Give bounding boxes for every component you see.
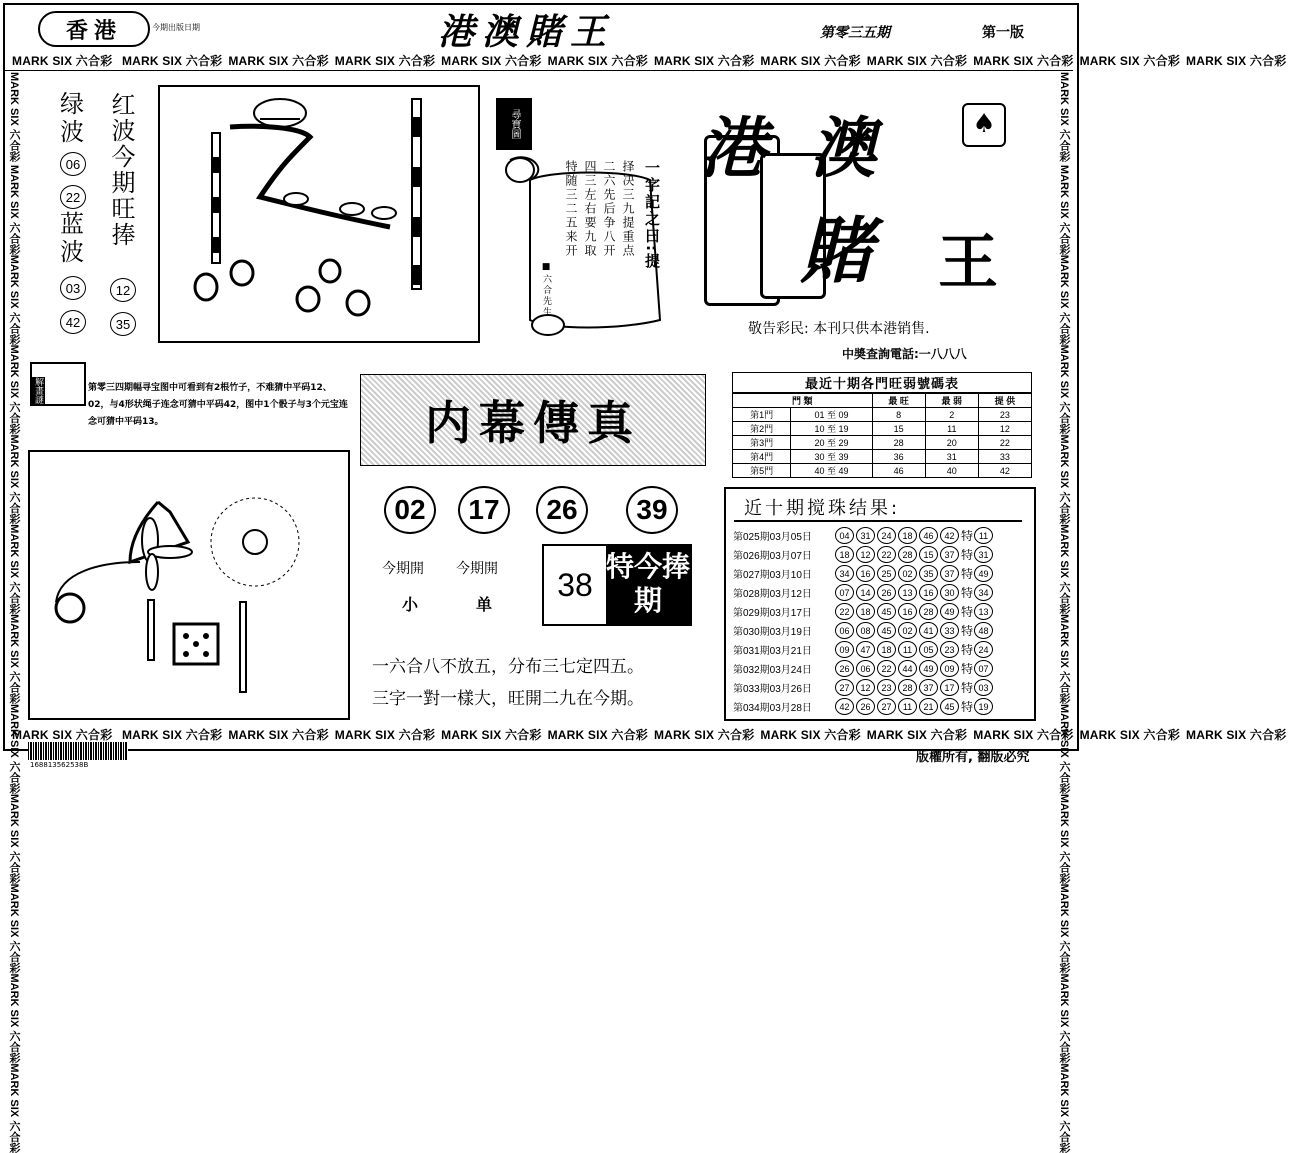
special-label: 特 (961, 662, 974, 676)
result-period: 第034期03月28日 (733, 703, 812, 714)
result-ball: 18 (856, 603, 875, 620)
special-label: 特 (961, 643, 974, 657)
result-ball: 37 (940, 546, 959, 563)
band-segment: MARK SIX 六合彩 (8, 344, 20, 435)
result-ball: 30 (940, 584, 959, 601)
result-ball: 27 (835, 679, 854, 696)
result-period: 第030期03月19日 (733, 627, 812, 638)
stats-table-block (732, 372, 1032, 478)
logo-block (700, 95, 1040, 310)
result-ball: 47 (856, 641, 875, 658)
edition-label: 第一版 (982, 25, 1024, 41)
barcode (28, 742, 128, 760)
band-segment: MARK SIX 六合彩 (547, 728, 648, 742)
band-segment: MARK SIX 六合彩 (8, 164, 20, 255)
lucky-number: 39 (626, 486, 678, 534)
door: 第4門 (733, 450, 791, 464)
result-ball: 23 (940, 641, 959, 658)
door: 第1門 (733, 408, 791, 422)
scroll-col: 二六先后争八开 (602, 160, 616, 258)
result-ball: 26 (856, 698, 875, 715)
lucky-number: 26 (536, 486, 588, 534)
inside-title: 内幕傳真 (425, 396, 641, 450)
result-ball: 35 (919, 565, 938, 582)
band-segment: MARK SIX 六合彩 (8, 254, 20, 345)
barcode-number: 168813562538B (30, 761, 89, 769)
special-label: 特 (961, 567, 974, 581)
issue-number: 第零三五期 (820, 25, 890, 41)
results-title: 近十期搅珠结果: (744, 498, 901, 519)
band-segment: MARK SIX 六合彩 (547, 54, 648, 68)
band-segment: MARK SIX 六合彩 (1058, 344, 1070, 435)
card-icon: ♠ (962, 103, 1006, 147)
band-segment: MARK SIX 六合彩 (1058, 254, 1070, 345)
special-ball: 24 (974, 641, 993, 658)
result-row (733, 659, 995, 678)
result-period: 第031期03月21日 (733, 646, 812, 657)
band-segment: MARK SIX 六合彩 (228, 728, 329, 742)
result-ball: 49 (919, 660, 938, 677)
result-period: 第027期03月10日 (733, 570, 812, 581)
door: 第5門 (733, 464, 791, 478)
stats-header: 門 類 (733, 394, 873, 408)
result-ball: 24 (877, 527, 896, 544)
result-ball: 16 (856, 565, 875, 582)
scroll-col: 择决三九提重点 (621, 160, 635, 258)
hot: 36 (872, 450, 925, 464)
result-ball: 07 (835, 584, 854, 601)
lucky-number: 17 (458, 486, 510, 534)
left-band (8, 72, 22, 1153)
stats-header: 最 弱 (925, 394, 978, 408)
band-segment: MARK SIX 六合彩 (8, 524, 20, 615)
band-segment: MARK SIX 六合彩 (8, 793, 20, 884)
offer: 23 (978, 408, 1031, 422)
inside-title-box (360, 374, 706, 466)
result-period: 第033期03月26日 (733, 684, 812, 695)
result-ball: 28 (898, 546, 917, 563)
band-segment: MARK SIX 六合彩 (8, 72, 20, 162)
band-segment: MARK SIX 六合彩 (653, 54, 755, 68)
special-label: 特 (961, 681, 974, 695)
green-wave-label (60, 90, 84, 146)
hot: 46 (872, 464, 925, 478)
special-ball: 07 (974, 660, 993, 677)
band-segment: MARK SIX 六合彩 (866, 728, 968, 742)
band-segment: MARK SIX 六合彩 (8, 1063, 20, 1153)
special-label: 特 (961, 624, 974, 638)
result-ball: 12 (856, 679, 875, 696)
band-segment: MARK SIX 六合彩 (1186, 728, 1287, 742)
special-label: 特 (961, 548, 974, 562)
result-ball: 28 (919, 603, 938, 620)
result-ball: 42 (940, 527, 959, 544)
result-ball: 45 (877, 622, 896, 639)
col1-line1: 绿 (60, 90, 84, 118)
result-ball: 16 (919, 584, 938, 601)
special-ball: 19 (974, 698, 993, 715)
result-ball: 22 (835, 603, 854, 620)
result-ball: 37 (940, 565, 959, 582)
result-row (733, 621, 995, 640)
band-segment: MARK SIX 六合彩 (1058, 164, 1070, 255)
door: 第2門 (733, 422, 791, 436)
scroll-label (496, 98, 532, 150)
special-ball: 13 (974, 603, 993, 620)
result-ball: 49 (940, 603, 959, 620)
header-small-note: 今期出版日期 (152, 23, 200, 32)
scroll-label-text: 尋寶圖 (509, 109, 520, 139)
band-segment: MARK SIX 六合彩 (121, 728, 223, 742)
cold: 40 (925, 464, 978, 478)
result-row (733, 640, 995, 659)
treasure-picture-2 (28, 450, 350, 720)
band-segment: MARK SIX 六合彩 (441, 54, 542, 68)
result-period: 第029期03月17日 (733, 608, 812, 619)
result-ball: 12 (856, 546, 875, 563)
result-row (733, 583, 995, 602)
special-ball: 11 (974, 527, 993, 544)
clue-tag (30, 362, 86, 406)
result-ball: 45 (877, 603, 896, 620)
stats-header: 最 旺 (872, 394, 925, 408)
result-row (733, 545, 995, 564)
band-segment: MARK SIX 六合彩 (1079, 728, 1181, 742)
result-row (733, 678, 995, 697)
range: 01 至 09 (791, 408, 872, 422)
ball-22: 22 (60, 185, 86, 209)
col1-line4: 波 (60, 238, 84, 266)
masthead-title: 港澳賭王 (438, 11, 615, 53)
top-band-rule (5, 70, 1073, 71)
lucky-number: 02 (384, 486, 436, 534)
ball-06: 06 (60, 152, 86, 176)
band-segment: MARK SIX 六合彩 (12, 54, 113, 68)
logo-char: 賭 (800, 208, 873, 293)
offer: 42 (978, 464, 1031, 478)
stats-row (733, 464, 1032, 478)
result-row (733, 602, 995, 621)
band-segment: MARK SIX 六合彩 (1186, 54, 1287, 68)
band-segment: MARK SIX 六合彩 (1058, 793, 1070, 884)
band-segment: MARK SIX 六合彩 (1058, 703, 1070, 794)
result-period: 第025期03月05日 (733, 532, 812, 543)
band-segment: MARK SIX 六合彩 (760, 728, 861, 742)
clue-text: 第零三四期幅寻宝图中可看到有2根竹子，不难猜中平码12、02，与4形状绳子连念可猜中平码42，图中1个骰子与3个元宝连念可猜中平码13。 (88, 383, 348, 427)
bottom-band (12, 726, 1287, 742)
poem-line-2: 三字一對一樣大，旺開二九在今期。 (372, 689, 644, 709)
band-segment: MARK SIX 六合彩 (1058, 434, 1070, 525)
result-ball: 05 (919, 641, 938, 658)
result-period: 第032期03月24日 (733, 665, 812, 676)
result-ball: 09 (835, 641, 854, 658)
stats-row (733, 408, 1032, 422)
special-label: 特 (961, 586, 974, 600)
stats-title: 最近十期各門旺弱號碼表 (732, 372, 1032, 393)
col1-line3: 蓝 (60, 210, 84, 238)
top-band (12, 52, 1287, 68)
result-ball: 18 (877, 641, 896, 658)
band-segment: MARK SIX 六合彩 (1058, 614, 1070, 704)
band-segment: MARK SIX 六合彩 (1058, 973, 1070, 1064)
band-segment: MARK SIX 六合彩 (1058, 524, 1070, 615)
result-ball: 21 (919, 698, 938, 715)
ball-03: 03 (60, 276, 86, 300)
cold: 2 (925, 408, 978, 422)
notice-text: 敬告彩民: 本刊只供本港销售. (748, 321, 930, 337)
scroll-verses (562, 160, 640, 300)
ball-12: 12 (110, 278, 136, 302)
range: 30 至 39 (791, 450, 872, 464)
result-ball: 23 (877, 679, 896, 696)
blue-wave-label (60, 210, 84, 266)
result-ball: 18 (898, 527, 917, 544)
hot: 28 (872, 436, 925, 450)
band-segment: MARK SIX 六合彩 (1058, 1063, 1070, 1153)
logo-char: 王 (938, 228, 998, 298)
right-band (1058, 72, 1072, 1153)
band-segment: MARK SIX 六合彩 (8, 973, 20, 1064)
special-ball: 34 (974, 584, 993, 601)
result-ball: 11 (898, 698, 917, 715)
stats-header: 提 供 (978, 394, 1031, 408)
special-ball: 03 (974, 679, 993, 696)
result-period: 第026期03月07日 (733, 551, 812, 562)
open-label-2: 今期開 (456, 561, 498, 577)
result-ball: 33 (940, 622, 959, 639)
result-ball: 37 (919, 679, 938, 696)
ball-35: 35 (110, 312, 136, 336)
band-segment: MARK SIX 六合彩 (12, 728, 113, 742)
band-segment: MARK SIX 六合彩 (228, 54, 329, 68)
band-segment: MARK SIX 六合彩 (653, 728, 755, 742)
result-ball: 06 (835, 622, 854, 639)
result-ball: 22 (877, 546, 896, 563)
copyright-text: 版權所有, 翻版必究 (916, 750, 1030, 765)
scroll-author: ■六合先生 (541, 262, 551, 318)
range: 10 至 19 (791, 422, 872, 436)
special-label: 特 (961, 529, 974, 543)
result-row (733, 564, 995, 583)
phone-text: 中奬查詢電話:一八八八 (842, 347, 967, 361)
open-label-1: 今期開 (382, 561, 424, 577)
result-ball: 45 (940, 698, 959, 715)
poem-line-1: 一六合八不放五，分布三七定四五。 (372, 657, 644, 677)
result-ball: 02 (898, 565, 917, 582)
result-row (733, 526, 995, 545)
offer: 12 (978, 422, 1031, 436)
cold: 31 (925, 450, 978, 464)
left-panel (56, 90, 146, 340)
band-segment: MARK SIX 六合彩 (441, 728, 542, 742)
result-ball: 25 (877, 565, 896, 582)
result-ball: 22 (877, 660, 896, 677)
hot: 15 (872, 422, 925, 436)
result-ball: 06 (856, 660, 875, 677)
scroll-heading: 一字記之曰:提 (643, 160, 661, 270)
result-ball: 14 (856, 584, 875, 601)
special-ball: 31 (974, 546, 993, 563)
special-label: 特 (961, 605, 974, 619)
cold: 11 (925, 422, 978, 436)
logo-char: 澳 (810, 109, 876, 187)
special-label: 特今捧期 (606, 546, 690, 624)
range: 20 至 29 (791, 436, 872, 450)
result-ball: 04 (835, 527, 854, 544)
treasure-drawing-1 (160, 87, 478, 341)
special-label: 特 (961, 700, 974, 714)
special-ball: 48 (974, 622, 993, 639)
offer: 22 (978, 436, 1031, 450)
band-segment: MARK SIX 六合彩 (334, 54, 436, 68)
scroll-col: 四三左右要九取 (583, 160, 597, 258)
result-ball: 08 (856, 622, 875, 639)
treasure-drawing-2 (30, 452, 348, 718)
col1-line2: 波 (60, 118, 84, 146)
hot: 8 (872, 408, 925, 422)
results-title-rule (734, 520, 1022, 522)
stats-row (733, 450, 1032, 464)
open-value-1: 小 (402, 595, 419, 614)
result-ball: 44 (898, 660, 917, 677)
cold: 20 (925, 436, 978, 450)
result-period: 第028期03月12日 (733, 589, 812, 600)
band-segment: MARK SIX 六合彩 (1058, 883, 1070, 974)
result-ball: 15 (919, 546, 938, 563)
special-ball: 49 (974, 565, 993, 582)
result-ball: 16 (898, 603, 917, 620)
clue-tag-text: 解畫謎 (33, 377, 43, 404)
result-ball: 31 (856, 527, 875, 544)
result-ball: 13 (898, 584, 917, 601)
result-ball: 46 (919, 527, 938, 544)
result-ball: 26 (877, 584, 896, 601)
result-ball: 17 (940, 679, 959, 696)
result-ball: 34 (835, 565, 854, 582)
result-ball: 26 (835, 660, 854, 677)
stats-table (732, 393, 1032, 478)
result-ball: 11 (898, 641, 917, 658)
header-badge: 香港 (38, 11, 150, 47)
band-segment: MARK SIX 六合彩 (1058, 72, 1070, 162)
range: 40 至 49 (791, 464, 872, 478)
band-segment: MARK SIX 六合彩 (8, 614, 20, 704)
band-segment: MARK SIX 六合彩 (334, 728, 436, 742)
stats-row (733, 436, 1032, 450)
ball-42: 42 (60, 310, 86, 334)
band-segment: MARK SIX 六合彩 (973, 54, 1074, 68)
special-number: 38 (557, 566, 593, 603)
result-row (733, 697, 995, 716)
band-segment: MARK SIX 六合彩 (760, 54, 861, 68)
band-segment: MARK SIX 六合彩 (8, 434, 20, 525)
result-ball: 18 (835, 546, 854, 563)
result-ball: 28 (898, 679, 917, 696)
red-wave-text: 红波今期旺捧 (107, 92, 135, 248)
stats-header-row (733, 394, 1032, 408)
treasure-picture-1 (158, 85, 480, 343)
stats-row (733, 422, 1032, 436)
band-segment: MARK SIX 六合彩 (1079, 54, 1181, 68)
band-segment: MARK SIX 六合彩 (866, 54, 968, 68)
special-box (542, 544, 692, 626)
result-ball: 02 (898, 622, 917, 639)
scroll-col: 特随三二五来开 (564, 160, 578, 258)
result-ball: 42 (835, 698, 854, 715)
band-segment: MARK SIX 六合彩 (121, 54, 223, 68)
result-ball: 41 (919, 622, 938, 639)
result-ball: 27 (877, 698, 896, 715)
band-segment: MARK SIX 六合彩 (8, 703, 20, 794)
open-value-2: 单 (476, 595, 493, 614)
band-segment: MARK SIX 六合彩 (973, 728, 1074, 742)
logo-char: 港 (700, 109, 766, 187)
band-segment: MARK SIX 六合彩 (8, 883, 20, 974)
door: 第3門 (733, 436, 791, 450)
offer: 33 (978, 450, 1031, 464)
result-ball: 09 (940, 660, 959, 677)
